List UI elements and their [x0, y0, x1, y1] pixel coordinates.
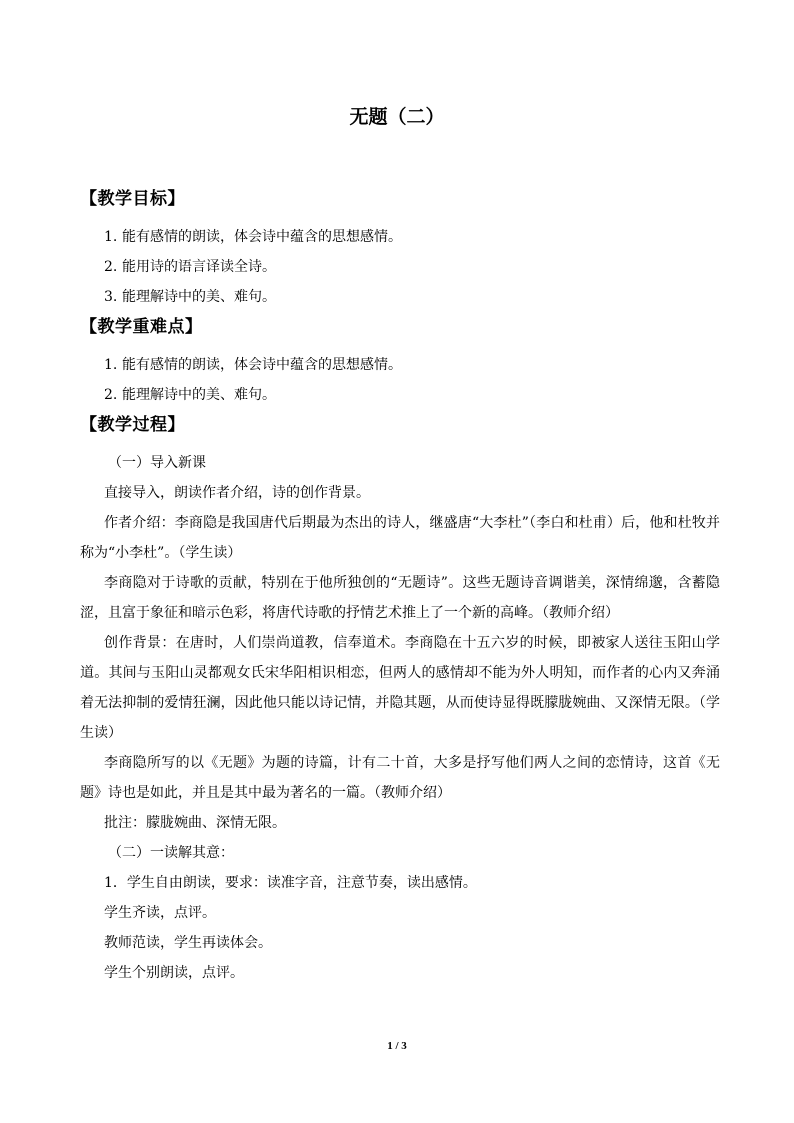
- process-paragraph: 作者介绍：李商隐是我国唐代后期最为杰出的诗人，继盛唐“大李杜”（李白和杜甫）后，他和杜牧并称为“小李杜”。（学生读）: [80, 515, 720, 561]
- list-item: [80, 252, 720, 282]
- process-paragraph: 批注：朦胧婉曲、深情无限。: [104, 815, 286, 831]
- list-item-number: 1.: [104, 357, 118, 373]
- process-paragraph: 教师范读，学生再读体会。: [104, 935, 272, 951]
- list-item: [80, 380, 720, 410]
- process-paragraph: （二）一读解其意：: [108, 845, 234, 861]
- list-item-number: 3.: [104, 289, 118, 305]
- process-paragraph: 直接导入，朗读作者介绍，诗的创作背景。: [104, 485, 370, 501]
- section-heading-key-points: 【教学重难点】: [80, 317, 203, 337]
- list-item-text: 能有感情的朗读，体会诗中蕴含的思想感情。: [122, 229, 402, 245]
- list-item-number: 2.: [104, 387, 118, 403]
- page-title: 无题（二）: [349, 106, 445, 128]
- key-points-list: [80, 350, 720, 410]
- list-item-number: 2.: [104, 259, 118, 275]
- list-item: [80, 350, 720, 380]
- process-body: [80, 448, 720, 988]
- process-paragraph: 李商隐所写的以《无题》为题的诗篇，计有二十首，大多是抒写他们两人之间的恋情诗，这首《无题》诗也是如此，并且是其中最为著名的一篇。（教师介绍）: [80, 755, 720, 801]
- document-body: [80, 184, 720, 988]
- list-item-text: 能理解诗中的美、难句。: [122, 387, 276, 403]
- process-paragraph: 创作背景：在唐时，人们崇尚道教，信奉道术。李商隐在十五六岁的时候，即被家人送往玉阳山学道。其间与玉阳山灵都观女氏宋华阳相识相恋，但两人的感情却不能为外人明知，而作者的心内又奔涌着无法抑制的爱情狂澜，因此他只能以诗记情，并隐其题，从而使诗显得既朦胧婉曲、又深情无限。（学生读）: [80, 635, 720, 741]
- list-item-text: 能有感情的朗读，体会诗中蕴含的思想感情。: [122, 357, 402, 373]
- process-paragraph: （一）导入新课: [108, 455, 206, 471]
- process-paragraph: 李商隐对于诗歌的贡献，特别在于他所独创的“无题诗”。这些无题诗音调谐美，深情绵邈，含蓄隐涩，且富于象征和暗示色彩，将唐代诗歌的抒情艺术推上了一个新的高峰。（教师介绍）: [80, 575, 720, 621]
- process-paragraph: 学生个别朗读，点评。: [104, 965, 244, 981]
- process-paragraph: 1．学生自由朗读，要求：读准字音，注意节奏，读出感情。: [104, 875, 477, 891]
- list-item-text: 能用诗的语言译读全诗。: [122, 259, 276, 275]
- process-paragraph: 学生齐读，点评。: [104, 905, 216, 921]
- section-heading-goals: 【教学目标】: [80, 189, 185, 209]
- goals-list: [80, 222, 720, 312]
- list-item-number: 1.: [104, 229, 118, 245]
- section-heading-process: 【教学过程】: [80, 415, 185, 435]
- list-item: [80, 222, 720, 252]
- list-item-text: 能理解诗中的美、难句。: [122, 289, 276, 305]
- list-item: [80, 282, 720, 312]
- page-number: 1 / 3: [387, 1040, 407, 1052]
